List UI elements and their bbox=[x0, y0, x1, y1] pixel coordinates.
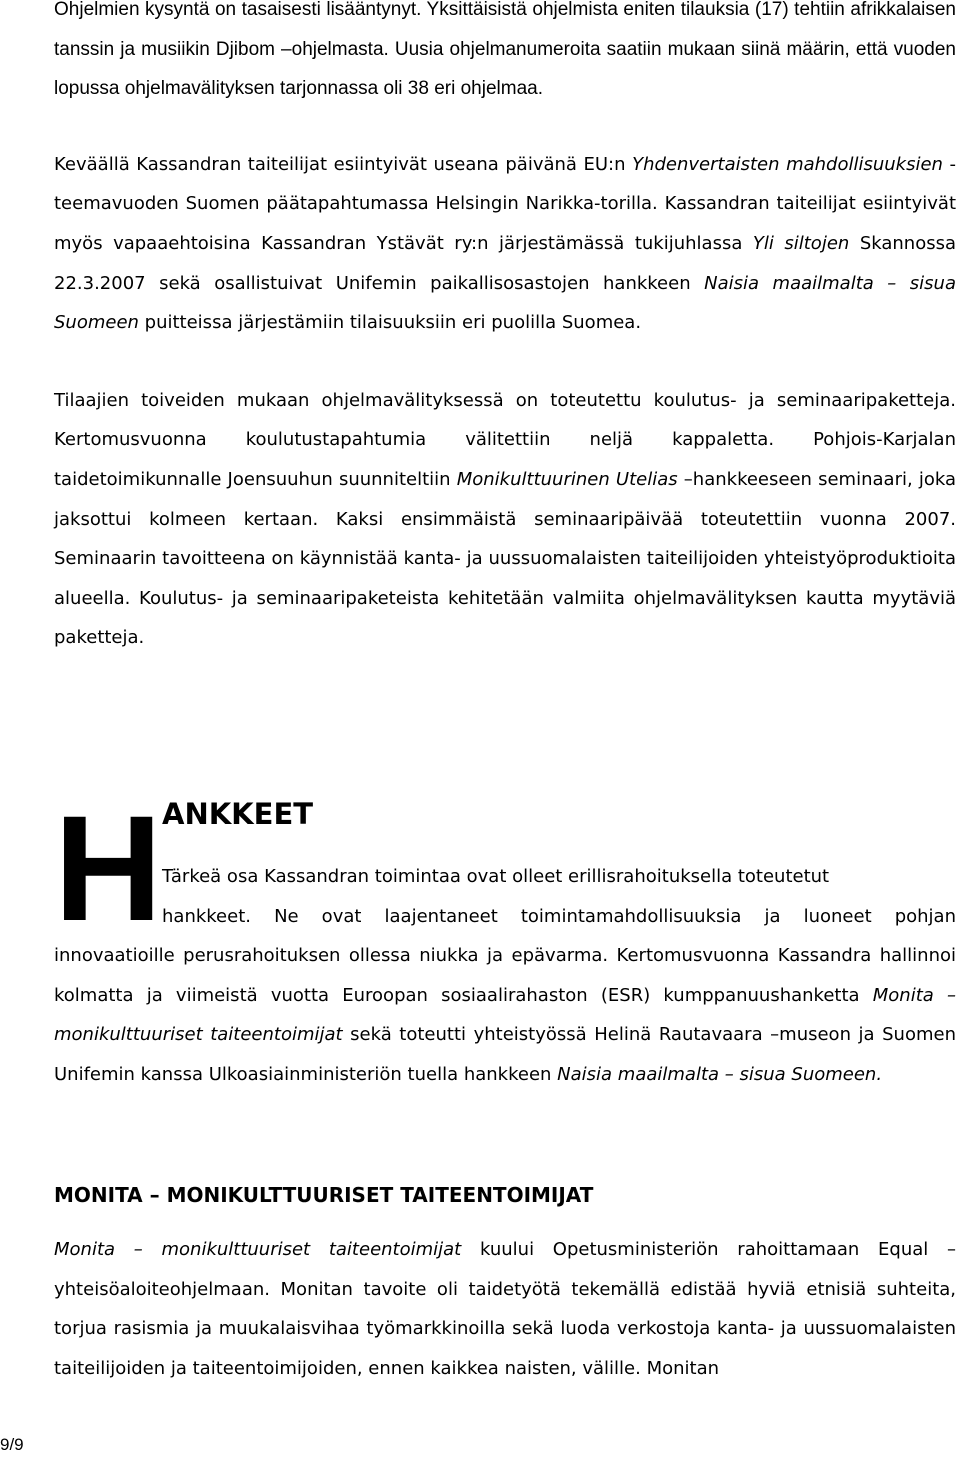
text-span: hankkeet. Ne ovat laajentaneet toimintamahdollisuuksia ja luoneet pohjan innovaatioille perusrahoituksen ollessa niukka ja epävarma. Kertomusvuonna Kassandra hallinnoi kolmatta ja viimeistä vuotta Euroopan sosiaalirahaston (ESR) kumppanuushanketta bbox=[54, 905, 956, 1006]
text-span: Keväällä Kassandran taiteilijat esiintyivät useana päivänä EU:n bbox=[54, 153, 633, 175]
text-span: kuului Opetusministeriön rahoittamaan Equal – yhteisöaloiteohjelmaan. Monitan tavoite oli taidetyötä tekemällä edistää hyviä etnisiä suhteita, torjua rasismia ja muukalaisvihaa työmarkkinoilla sekä luoda verkostoja kanta- ja uussuomalaisten taiteilijoiden ja taiteentoimijoiden, ennen kaikkea naisten, välille. Monitan bbox=[54, 1239, 956, 1379]
paragraph-spring-performances bbox=[54, 145, 956, 343]
italic-project-title: Monita – monikulttuuriset taiteentoimijat bbox=[54, 1239, 462, 1260]
text-span: sekä toteutti yhteistyössä Helinä Rautavaara –museon ja Suomen Unifemin kanssa Ulkoasiainministeriön tuella hankkeen bbox=[54, 1024, 956, 1085]
italic-project-title: Naisia maailmalta – sisua Suomeen. bbox=[557, 1063, 883, 1085]
italic-project-title: Monikulttuurinen Utelias bbox=[456, 468, 678, 490]
hankkeet-first-line: Tärkeä osa Kassandran toimintaa ovat olleet erillisrahoituksella toteutetut bbox=[162, 866, 830, 887]
italic-event-title: Yli siltojen bbox=[752, 232, 850, 254]
monita-paragraph bbox=[54, 1230, 956, 1388]
italic-project-title: Monita – monikulttuuriset taiteentoimijat bbox=[54, 984, 956, 1046]
text-span: –hankkeeseen seminaari, joka jaksottui kolmeen kertaan. Kaksi ensimmäistä seminaaripäivää toteutettiin vuonna 2007. Seminaarin tavoitteena on käynnistää kanta- ja uussuomalaisten taiteilijoiden yhteistyöproduktioita alueella. Koulutus- ja seminaaripaketeista kehitetään valmiita ohjelmavälityksen kautta myytäviä paketteja. bbox=[54, 468, 957, 649]
text-span: Skannossa 22.3.2007 sekä osallistuivat Unifemin paikallisosastojen hankkeen bbox=[54, 232, 956, 294]
page-number: 9/9 bbox=[0, 1435, 24, 1454]
hankkeet-paragraph bbox=[54, 897, 956, 1095]
section-heading-hankkeet: ANKKEET bbox=[162, 797, 314, 831]
italic-event-title: Yhdenvertaisten mahdollisuuksien bbox=[632, 153, 943, 175]
drop-cap: H bbox=[54, 784, 159, 952]
document-page bbox=[54, 0, 956, 658]
text-span: -teemavuoden Suomen päätapahtumassa Helsingin Narikka-torilla. Kassandran taiteilijat esiintyivät myös vapaaehtoisina Kassandran Ystävät ry:n järjestämässä tukijuhlassa bbox=[54, 153, 957, 254]
italic-project-title: Naisia maailmalta – sisua Suomeen bbox=[54, 272, 956, 334]
monita-body bbox=[54, 1230, 956, 1388]
text-span: puitteissa järjestämiin tilaisuuksiin eri puolilla Suomea. bbox=[138, 312, 642, 334]
hankkeet-body bbox=[54, 857, 956, 1095]
paragraph-training-packages bbox=[54, 381, 956, 658]
section-heading-monita: MONITA – MONIKULTTUURISET TAITEENTOIMIJAT bbox=[54, 1183, 594, 1207]
text-span: Tilaajien toiveiden mukaan ohjelmavälityksessä on toteutettu koulutus- ja seminaaripaketteja. Kertomusvuonna koulutustapahtumia välitettiin neljä kappaletta. Pohjois-Karjalan taidetoimikunnalle Joensuuhun suunniteltiin bbox=[54, 389, 956, 490]
paragraph-program-demand: Ohjelmien kysyntä on tasaisesti lisääntynyt. Yksittäisistä ohjelmista eniten tilauksia (17) tehtiin afrikkalaisen tanssin ja musiikin Djibom –ohjelmasta. Uusia ohjelmanumeroita saatiin mukaan siinä määrin, että vuoden lopussa ohjelmavälityksen tarjonnassa oli 38 eri ohjelmaa. bbox=[54, 0, 956, 100]
